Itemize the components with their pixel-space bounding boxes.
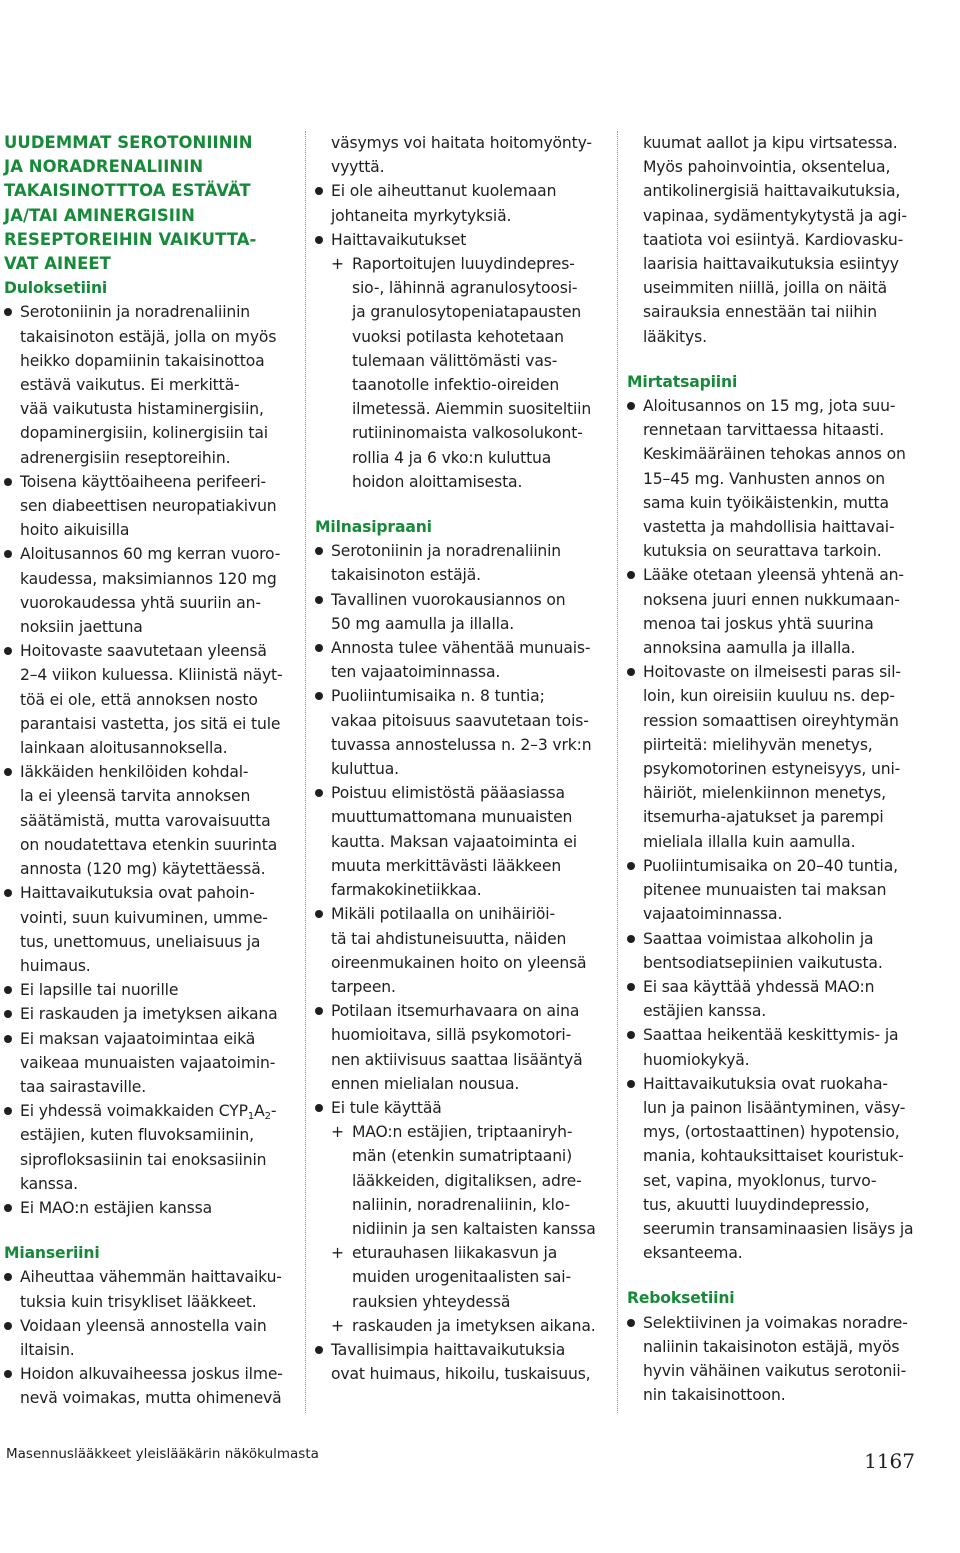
text-line: sama kuin työikäistenkin, mutta bbox=[643, 493, 889, 512]
text-line: kaudessa, maksimiannos 120 mg bbox=[20, 569, 277, 588]
text-line: Potilaan itsemurhavaara on aina bbox=[331, 1002, 580, 1021]
column-divider bbox=[617, 131, 618, 1413]
text-line: mys, (ortostaattinen) hypotensio, bbox=[643, 1123, 900, 1142]
bullet-icon bbox=[4, 1370, 12, 1378]
text-line: Ei maksan vajaatoimintaa eikä bbox=[20, 1029, 256, 1048]
text-line: nin takaisinottoon. bbox=[643, 1386, 786, 1405]
text-line: Tavallisimpia haittavaikutuksia bbox=[331, 1340, 566, 1359]
text-line: itsemurha-ajatukset ja parempi bbox=[643, 808, 884, 827]
bullet-icon bbox=[315, 910, 323, 918]
text-line: tä tai ahdistuneisuutta, näiden bbox=[331, 929, 567, 948]
bullet-icon bbox=[627, 935, 635, 943]
text-line: on noudatettava etenkin suurinta bbox=[20, 835, 278, 854]
text-line: tarpeen. bbox=[331, 977, 396, 996]
bullet-item bbox=[4, 542, 296, 639]
bullet-item bbox=[4, 639, 296, 760]
text-line: iltaisin. bbox=[20, 1340, 75, 1359]
text-line: heikko dopamiinin takaisinottoa bbox=[20, 351, 265, 370]
text-line: rutiininomaista valkosolukont- bbox=[352, 424, 583, 443]
bullet-item bbox=[315, 1338, 607, 1386]
text-line: Ei saa käyttää yhdessä MAO:n bbox=[643, 977, 875, 996]
bullet-icon bbox=[4, 1107, 12, 1115]
text-line: Saattaa heikentää keskittymis- ja bbox=[643, 1026, 899, 1045]
plus-icon: + bbox=[331, 255, 344, 274]
bullet-item bbox=[4, 300, 296, 469]
text-line: Haittavaikutukset bbox=[331, 230, 467, 249]
plus-icon: + bbox=[331, 1316, 344, 1335]
footer-title: Masennuslääkkeet yleislääkärin näkökulmasta bbox=[6, 1446, 319, 1462]
continued-text bbox=[627, 131, 927, 349]
text-line: oireenmukainen hoito on yleensä bbox=[331, 953, 587, 972]
bullet-icon bbox=[315, 596, 323, 604]
bullet-item bbox=[627, 927, 927, 975]
plus-icon: + bbox=[331, 1244, 344, 1263]
bullet-item bbox=[627, 1072, 927, 1266]
page-number: 1167 bbox=[864, 1449, 915, 1473]
text-line: vuoksi potilasta kehotetaan bbox=[352, 327, 564, 346]
text-line bbox=[20, 1099, 296, 1123]
text-line: vää vaikutusta histaminergisiin, bbox=[20, 400, 264, 419]
text-line: ten vajaatoiminnassa. bbox=[331, 663, 501, 682]
text-line: vastetta ja mahdollisia haittavai- bbox=[643, 518, 895, 537]
sub-item bbox=[315, 252, 607, 494]
text-line: hoidon aloittamisesta. bbox=[352, 472, 523, 491]
bullet-icon bbox=[627, 1319, 635, 1327]
text-line: annoksina aamulla ja illalla. bbox=[643, 639, 856, 658]
bullet-item bbox=[627, 563, 927, 660]
text-line: estävä vaikutus. Ei merkittä- bbox=[20, 376, 240, 395]
bullet-item bbox=[627, 394, 927, 563]
bullet-item bbox=[4, 978, 296, 1002]
text-line: tus, akuutti luuydindepressio, bbox=[643, 1195, 870, 1214]
text-line: Ei MAO:n estäjien kanssa bbox=[20, 1198, 212, 1217]
text-line: sairauksia ennestään tai niihin bbox=[643, 303, 877, 322]
bullet-item bbox=[315, 1096, 607, 1120]
bullet-icon bbox=[4, 768, 12, 776]
text-line: johtaneita myrkytyksiä. bbox=[331, 206, 512, 225]
text-line: töä ei ole, että annoksen nosto bbox=[20, 690, 258, 709]
text-line: estäjien kanssa. bbox=[643, 1002, 767, 1021]
section-heading bbox=[4, 131, 296, 276]
text-line: eturauhasen liikakasvun ja bbox=[352, 1244, 558, 1263]
text-line: huomioitava, sillä psykomotori- bbox=[331, 1026, 572, 1045]
text-line: muuta merkittävästi lääkkeen bbox=[331, 856, 562, 875]
text-line: väsymys voi haitata hoitomyönty- bbox=[331, 134, 592, 152]
bullet-item bbox=[4, 1196, 296, 1220]
text-line: Iäkkäiden henkilöiden kohdal- bbox=[20, 763, 249, 782]
bullet-item bbox=[315, 684, 607, 781]
text-line: nidiinin ja sen kaltaisten kanssa bbox=[352, 1219, 596, 1238]
text-line: useimmiten niillä, joilla on näitä bbox=[643, 279, 887, 298]
bullet-icon bbox=[4, 478, 12, 486]
bullet-item bbox=[627, 1023, 927, 1071]
text-line: set, vapina, myoklonus, turvo- bbox=[643, 1171, 877, 1190]
continued-text bbox=[315, 131, 607, 179]
text-line: män (etenkin sumatriptaani) bbox=[352, 1147, 573, 1166]
drug-heading: Mianseriini bbox=[4, 1244, 100, 1263]
text-line: lääkkeiden, digitaliksen, adre- bbox=[352, 1171, 582, 1190]
text-line: ilmetessä. Aiemmin suositeltiin bbox=[352, 400, 592, 419]
text-line: bentsodiatsepiinien vaikutusta. bbox=[643, 953, 883, 972]
bullet-icon bbox=[315, 1346, 323, 1354]
text-line: rollia 4 ja 6 vko:n kuluttua bbox=[352, 448, 552, 467]
text-line: Haittavaikutuksia ovat ruokaha- bbox=[643, 1074, 888, 1093]
text-line: lääkitys. bbox=[643, 327, 707, 346]
text-line: rennetaan tarvittaessa hitaasti. bbox=[643, 421, 885, 440]
text-line: Toisena käyttöaiheena perifeeri- bbox=[20, 472, 267, 491]
bullet-icon bbox=[315, 644, 323, 652]
text-line: muuttumattomana munuaisten bbox=[331, 808, 573, 827]
text-line: vointi, suun kuivuminen, umme- bbox=[20, 908, 268, 927]
text-line: Selektiivinen ja voimakas noradre- bbox=[643, 1313, 908, 1332]
text-line: ennen mielialan nousua. bbox=[331, 1074, 520, 1093]
drug-heading: Reboksetiini bbox=[627, 1289, 735, 1308]
text-line: ja granulosytopeniatapausten bbox=[352, 303, 582, 322]
text-line: Hoitovaste saavutetaan yleensä bbox=[20, 642, 267, 661]
bullet-icon bbox=[315, 789, 323, 797]
bullet-item bbox=[4, 1099, 296, 1196]
text-line: kuluttua. bbox=[331, 760, 399, 779]
text-line: Raportoitujen luuydindepres- bbox=[352, 255, 575, 274]
text-line: 15–45 mg. Vanhusten annos on bbox=[643, 469, 885, 488]
bullet-icon bbox=[315, 187, 323, 195]
text-line: Ei tule käyttää bbox=[331, 1098, 442, 1117]
text-line: Annosta tulee vähentää munuais- bbox=[331, 639, 591, 658]
bullet-icon bbox=[315, 692, 323, 700]
text-line: hyvin vähäinen vaikutus serotonii- bbox=[643, 1361, 907, 1380]
text-line: Serotoniinin ja noradrenaliinin bbox=[331, 542, 562, 561]
bullet-icon bbox=[627, 402, 635, 410]
text-line: antikolinergisiä haittavaikutuksia, bbox=[643, 182, 901, 201]
text-line: 2–4 viikon kuluessa. Kliinistä näyt- bbox=[20, 666, 283, 685]
text-line: tuksia kuin trisykliset lääkkeet. bbox=[20, 1292, 257, 1311]
text-line: nevä voimakas, mutta ohimenevä bbox=[20, 1389, 282, 1408]
text-line: mania, kohtauksittaiset kouristuk- bbox=[643, 1147, 904, 1166]
text-line: häiriöt, mielenkiinnon menetys, bbox=[643, 784, 886, 803]
text-line: huimaus. bbox=[20, 956, 91, 975]
text-line: takaisinoton estäjä. bbox=[331, 566, 481, 585]
text-line: vuorokaudessa yhtä suuriin an- bbox=[20, 593, 261, 612]
text-line: tulemaan välittömästi vas- bbox=[352, 351, 558, 370]
text-line: Saattaa voimistaa alkoholin ja bbox=[643, 929, 874, 948]
text-line: loin, kun oireisiin kuuluu ns. dep- bbox=[643, 687, 895, 706]
bullet-item bbox=[4, 1027, 296, 1100]
text-line: adrenergisiin reseptoreihin. bbox=[20, 448, 231, 467]
text-line: Keskimääräinen tehokas annos on bbox=[643, 445, 906, 464]
text-line: VAT AINEET bbox=[4, 254, 111, 274]
text-line: eksanteema. bbox=[643, 1244, 743, 1263]
bullet-item bbox=[627, 975, 927, 1023]
column-divider bbox=[305, 131, 306, 1413]
text-line: naliinin, noradrenaliinin, klo- bbox=[352, 1195, 571, 1214]
bullet-icon bbox=[4, 889, 12, 897]
bullet-icon bbox=[4, 550, 12, 558]
bullet-item bbox=[315, 588, 607, 636]
text-line: takaisinoton estäjä, jolla on myös bbox=[20, 327, 277, 346]
cyp-text: - bbox=[270, 1102, 277, 1121]
text-line: dopaminergisiin, kolinergisiin tai bbox=[20, 424, 268, 443]
bullet-item bbox=[315, 902, 607, 999]
text-line: naliinin takaisinoton estäjä, myös bbox=[643, 1337, 900, 1356]
text-line: Puoliintumisaika n. 8 tuntia; bbox=[331, 687, 545, 706]
bullet-icon bbox=[627, 983, 635, 991]
bullet-item bbox=[315, 228, 607, 252]
bullet-item bbox=[315, 179, 607, 227]
text-line: lun ja painon lisääntyminen, väsy- bbox=[643, 1098, 906, 1117]
text-line: farmakokinetiikkaa. bbox=[331, 881, 482, 900]
bullet-icon bbox=[627, 862, 635, 870]
text-line: Aiheuttaa vähemmän haittavaiku- bbox=[20, 1268, 282, 1287]
text-line: kuumat aallot ja kipu virtsatessa. bbox=[643, 134, 898, 152]
text-line: Hoitovaste on ilmeisesti paras sil- bbox=[643, 663, 901, 682]
bullet-item bbox=[4, 470, 296, 543]
text-line: vakaa pitoisuus saavutetaan tois- bbox=[331, 711, 589, 730]
text-line: tus, unettomuus, uneliaisuus ja bbox=[20, 932, 261, 951]
text-line: MAO:n estäjien, triptaaniryh- bbox=[352, 1123, 573, 1142]
bullet-item bbox=[4, 1314, 296, 1362]
subscript: 1 bbox=[247, 1111, 255, 1123]
text-line: ovat huimaus, hikoilu, tuskaisuus, bbox=[331, 1365, 591, 1384]
text-line: Mikäli potilaalla on unihäiriöi- bbox=[331, 905, 555, 924]
text-line: seerumin transaminaasien lisäys ja bbox=[643, 1219, 914, 1238]
bullet-item bbox=[315, 636, 607, 684]
text-line: estäjien, kuten fluvoksamiinin, bbox=[20, 1126, 254, 1145]
bullet-icon bbox=[4, 1273, 12, 1281]
text-line: JA/TAI AMINERGISIIN bbox=[4, 205, 195, 225]
text-line: taanotolle infektio-oireiden bbox=[352, 376, 560, 395]
bullet-item bbox=[4, 1002, 296, 1026]
text-line: menoa tai joskus yhtä suurina bbox=[643, 614, 874, 633]
text-line: sen diabeettisen neuropatiakivun bbox=[20, 497, 277, 516]
text-line: Myös pahoinvointia, oksentelua, bbox=[643, 158, 891, 177]
column-1 bbox=[4, 131, 296, 1411]
text-line: Puoliintumisaika on 20–40 tuntia, bbox=[643, 856, 898, 875]
bullet-item bbox=[627, 660, 927, 854]
text-line: hoito aikuisilla bbox=[20, 521, 130, 540]
text-line: Aloitusannos 60 mg kerran vuoro- bbox=[20, 545, 281, 564]
text-line: säätämistä, mutta varovaisuutta bbox=[20, 811, 271, 830]
text-line: taatiota voi esiintyä. Kardiovasku- bbox=[643, 230, 904, 249]
text-line: Ei ole aiheuttanut kuolemaan bbox=[331, 182, 557, 201]
bullet-item bbox=[627, 854, 927, 927]
bullet-icon bbox=[4, 308, 12, 316]
bullet-item bbox=[4, 881, 296, 978]
drug-heading: Mirtatsapiini bbox=[627, 372, 738, 391]
text-line: kautta. Maksan vajaatoiminta ei bbox=[331, 832, 577, 851]
cyp-text: Ei yhdessä voimakkaiden CYP bbox=[20, 1102, 248, 1121]
text-line: siprofloksasiinin tai enoksasiinin bbox=[20, 1150, 267, 1169]
text-line: parantaisi vastetta, jos sitä ei tule bbox=[20, 714, 281, 733]
bullet-icon bbox=[4, 1322, 12, 1330]
bullet-icon bbox=[627, 1080, 635, 1088]
bullet-icon bbox=[315, 1104, 323, 1112]
text-line: lainkaan aloitusannoksella. bbox=[20, 739, 228, 758]
subscript: 2 bbox=[264, 1111, 271, 1123]
drug-heading: Milnasipraani bbox=[315, 518, 432, 537]
column-2 bbox=[315, 131, 607, 1386]
bullet-icon bbox=[627, 668, 635, 676]
text-line: 50 mg aamulla ja illalla. bbox=[331, 614, 515, 633]
text-line: kanssa. bbox=[20, 1174, 78, 1193]
sub-item bbox=[315, 1241, 607, 1314]
text-line: sio-, lähinnä agranulosytoosi- bbox=[352, 279, 578, 298]
text-line: Tavallinen vuorokausiannos on bbox=[331, 590, 566, 609]
text-line: piirteitä: mielihyvän menetys, bbox=[643, 735, 873, 754]
text-line: vaikeaa munuaisten vajaatoimin- bbox=[20, 1053, 276, 1072]
text-line: Haittavaikutuksia ovat pahoin- bbox=[20, 884, 255, 903]
text-line: Serotoniinin ja noradrenaliinin bbox=[20, 303, 251, 322]
text-line: vyyttä. bbox=[331, 158, 385, 177]
text-line: raskauden ja imetyksen aikana. bbox=[352, 1316, 596, 1335]
bullet-icon bbox=[4, 1035, 12, 1043]
text-line: taa sairastaville. bbox=[20, 1077, 147, 1096]
cyp-text: A bbox=[254, 1102, 265, 1121]
text-line: Aloitusannos on 15 mg, jota suu- bbox=[643, 397, 896, 416]
drug-heading: Duloksetiini bbox=[4, 279, 108, 298]
bullet-item bbox=[315, 781, 607, 902]
text-line: noksiin jaettuna bbox=[20, 618, 143, 637]
text-line: kutuksia on seurattava tarkoin. bbox=[643, 542, 882, 561]
bullet-icon bbox=[627, 1031, 635, 1039]
text-line: Lääke otetaan yleensä yhtenä an- bbox=[643, 566, 904, 585]
text-line: TAKAISINOTTTOA ESTÄVÄT bbox=[4, 181, 251, 201]
bullet-icon bbox=[4, 1010, 12, 1018]
text-line: rauksien yhteydessä bbox=[352, 1292, 511, 1311]
plus-icon: + bbox=[331, 1123, 344, 1142]
text-line: pitenee munuaisten tai maksan bbox=[643, 881, 887, 900]
text-line: Ei raskauden ja imetyksen aikana bbox=[20, 1005, 278, 1024]
text-line: vapinaa, sydämentykytystä ja agi- bbox=[643, 206, 907, 225]
bullet-item bbox=[627, 1311, 927, 1408]
bullet-item bbox=[4, 1362, 296, 1410]
text-line: Ei lapsille tai nuorille bbox=[20, 981, 179, 1000]
bullet-icon bbox=[315, 547, 323, 555]
bullet-item bbox=[4, 1265, 296, 1313]
text-line: Voidaan yleensä annostella vain bbox=[20, 1316, 267, 1335]
bullet-item bbox=[315, 539, 607, 587]
bullet-item bbox=[315, 999, 607, 1096]
column-3 bbox=[627, 131, 927, 1407]
text-line: tuvassa annostelussa n. 2–3 vrk:n bbox=[331, 735, 592, 754]
bullet-icon bbox=[315, 236, 323, 244]
bullet-icon bbox=[627, 571, 635, 579]
text-line: ression somaattisen oireyhtymän bbox=[643, 711, 899, 730]
bullet-icon bbox=[4, 986, 12, 994]
bullet-item bbox=[4, 760, 296, 881]
text-line: psykomotorinen estyneisyys, uni- bbox=[643, 760, 901, 779]
text-line: nen aktiivisuus saattaa lisääntyä bbox=[331, 1050, 583, 1069]
text-line: mieliala illalla kuin aamulla. bbox=[643, 832, 856, 851]
text-line: Poistuu elimistöstä pääasiassa bbox=[331, 784, 565, 803]
text-line: vajaatoiminnassa. bbox=[643, 905, 783, 924]
text-line: laarisia haittavaikutuksia esiintyy bbox=[643, 255, 899, 274]
sub-item bbox=[315, 1120, 607, 1241]
text-line: annosta (120 mg) käytettäessä. bbox=[20, 860, 266, 879]
text-line: muiden urogenitaalisten sai- bbox=[352, 1268, 571, 1287]
text-line: Hoidon alkuvaiheessa joskus ilme- bbox=[20, 1365, 283, 1384]
text-line: UUDEMMAT SEROTONIININ bbox=[4, 133, 253, 152]
bullet-icon bbox=[4, 1204, 12, 1212]
text-line: JA NORADRENALIININ bbox=[4, 157, 204, 177]
bullet-icon bbox=[4, 647, 12, 655]
text-line: huomiokykyä. bbox=[643, 1050, 750, 1069]
text-line: la ei yleensä tarvita annoksen bbox=[20, 787, 251, 806]
bullet-icon bbox=[315, 1007, 323, 1015]
text-line: RESEPTOREIHIN VAIKUTTA- bbox=[4, 229, 257, 249]
sub-item bbox=[315, 1314, 607, 1338]
text-line: noksena juuri ennen nukkumaan- bbox=[643, 590, 900, 609]
